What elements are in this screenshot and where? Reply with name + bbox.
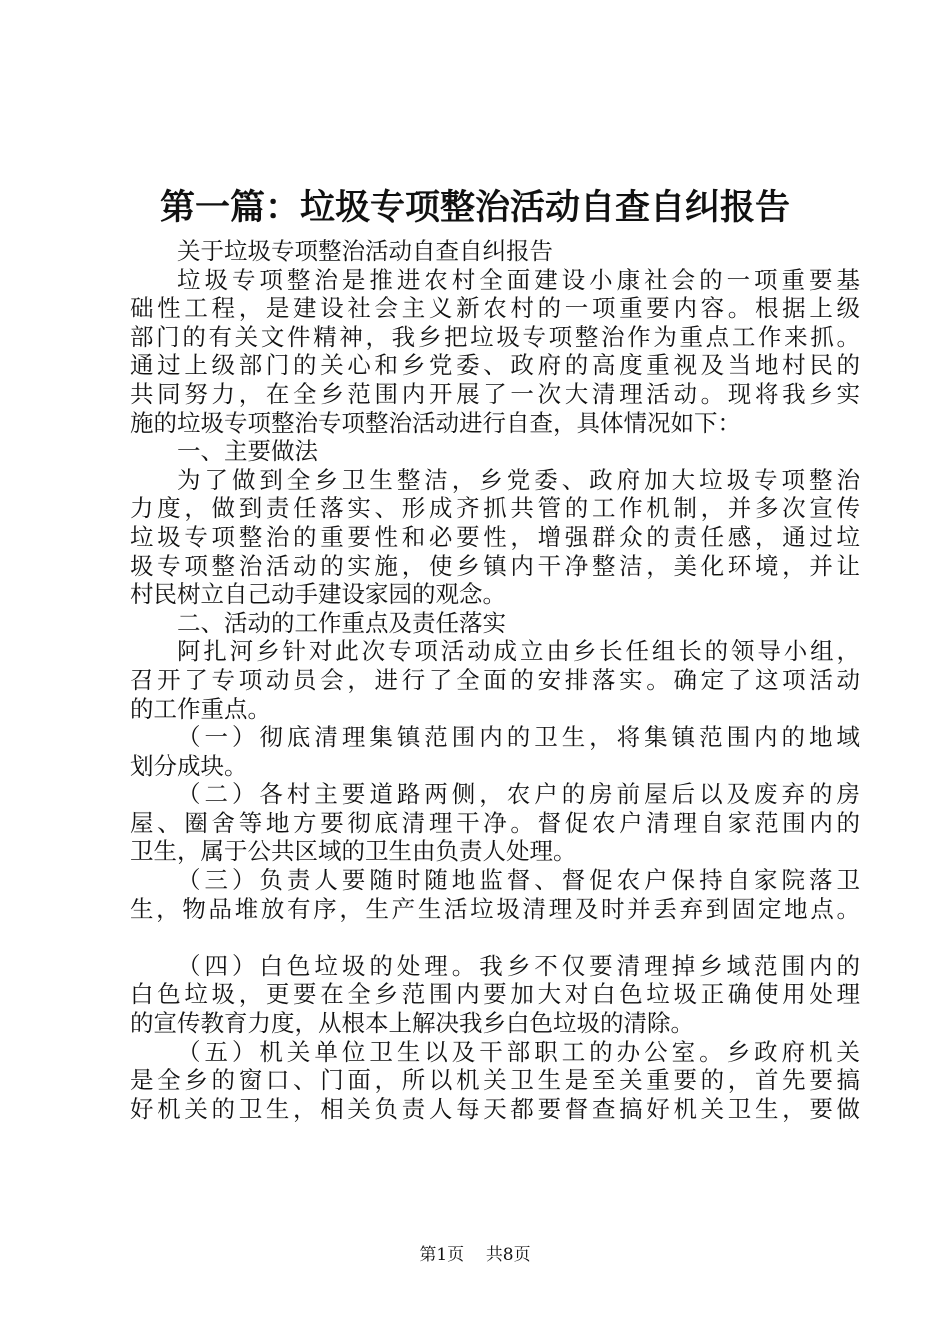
text-line: 村民树立自己动手建设家园的观念。 [130,580,506,609]
blank-line [130,923,860,952]
page-total: 共8页 [485,1245,531,1265]
text-line: 为了做到全乡卫生整洁，乡党委、政府加大垃圾专项整治 [177,465,860,494]
document-title: 第一篇：垃圾专项整治活动自查自纠报告 [159,187,790,228]
text-line: （二）各村主要道路两侧，农户的房前屋后以及废弃的房 [177,780,860,809]
text-line: 圾专项整治活动的实施，使乡镇内干净整洁，美化环境，并让 [130,551,860,580]
text-line: 力度，做到责任落实、形成齐抓共管的工作机制，并多次宣传 [130,494,860,523]
page-footer [0,1244,950,1266]
text-line: （五）机关单位卫生以及干部职工的办公室。乡政府机关 [177,1037,860,1066]
text-line: 部门的有关文件精神，我乡把垃圾专项整治作为重点工作来抓。 [130,322,860,351]
footer-separator [470,1245,481,1265]
text-line: 召开了专项动员会，进行了全面的安排落实。确定了这项活动 [130,665,860,694]
text-line: 好机关的卫生，相关负责人每天都要督查搞好机关卫生，要做 [130,1094,860,1123]
document-body [130,237,860,1123]
text-line: 关于垃圾专项整治活动自查自纠报告 [177,237,553,265]
text-line: 的工作重点。 [130,694,271,723]
text-line: 通过上级部门的关心和乡党委、政府的高度重视及当地村民的 [130,351,860,380]
text-line: 础性工程，是建设社会主义新农村的一项重要内容。根据上级 [130,294,860,323]
text-line: 施的垃圾专项整治专项整治活动进行自查，具体情况如下： [130,408,741,437]
text-line: （四）白色垃圾的处理。我乡不仅要清理掉乡域范围内的 [177,951,860,980]
text-line: 垃圾专项整治的重要性和必要性，增强群众的责任感，通过垃 [130,522,860,551]
text-line: 共同努力，在全乡范围内开展了一次大清理活动。现将我乡实 [130,379,860,408]
text-line: 卫生，属于公共区域的卫生由负责人处理。 [130,837,577,866]
page-number: 第1页 [419,1245,465,1265]
text-line: 屋、圈舍等地方要彻底清理干净。督促农户清理自家范围内的 [130,808,860,837]
text-line: 是全乡的窗口、门面，所以机关卫生是至关重要的，首先要搞 [130,1066,860,1095]
text-line: 的宣传教育力度，从根本上解决我乡白色垃圾的清除。 [130,1009,694,1038]
text-line: 二、活动的工作重点及责任落实 [177,608,506,637]
text-line: 阿扎河乡针对此次专项活动成立由乡长任组长的领导小组， [177,637,860,666]
text-line: 垃圾专项整治是推进农村全面建设小康社会的一项重要基 [177,265,860,294]
text-line: 生，物品堆放有序，生产生活垃圾清理及时并丢弃到固定地点。 [130,894,860,923]
text-line: 划分成块。 [130,751,248,780]
text-line: 一、主要做法 [177,437,318,466]
text-line: （一）彻底清理集镇范围内的卫生，将集镇范围内的地域 [177,723,860,752]
text-line: （三）负责人要随时随地监督、督促农户保持自家院落卫 [177,866,860,895]
text-line: 白色垃圾，更要在全乡范围内要加大对白色垃圾正确使用处理 [130,980,860,1009]
